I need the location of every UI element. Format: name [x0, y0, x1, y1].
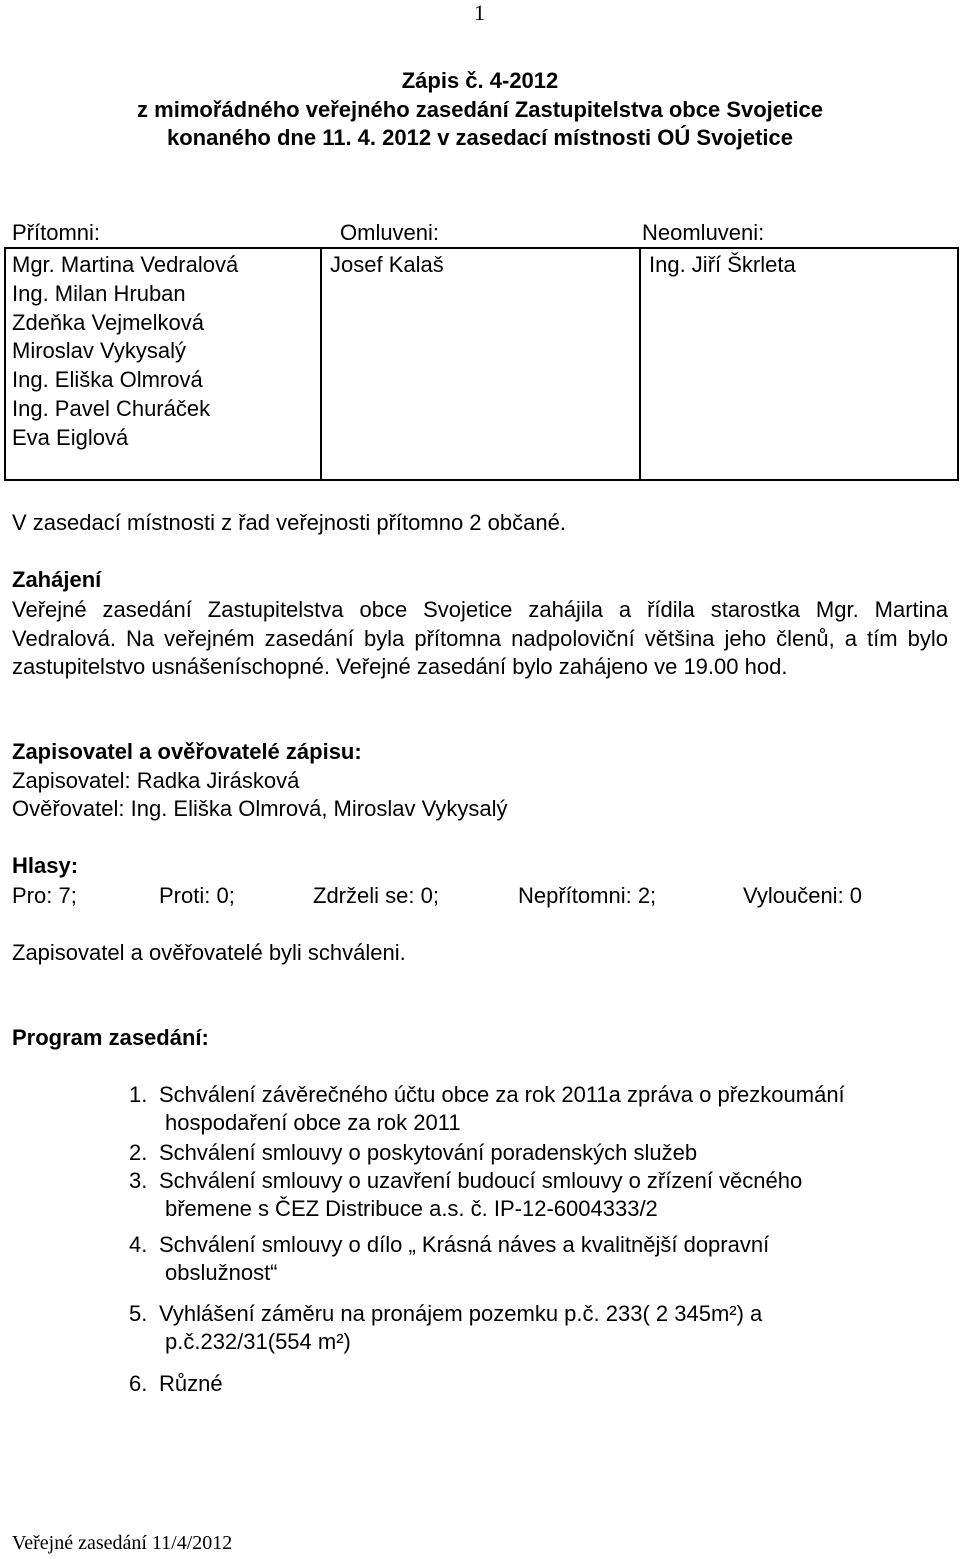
unexcused-cell — [640, 248, 958, 480]
attendance-table — [4, 247, 959, 481]
present-label: Přítomni: — [12, 220, 101, 245]
excused-member: Josef Kalaš — [330, 252, 444, 277]
recorder-line: Zapisovatel: Radka Jirásková — [12, 768, 300, 793]
footer-text: Veřejné zasedání 11/4/2012 — [12, 1532, 233, 1554]
excused-cell — [321, 248, 640, 480]
excused-label: Omluveni: — [340, 220, 440, 245]
program-item-text: Vyhlášení záměru na pronájem pozemku p.č. 233( 2 345m²) a — [159, 1301, 763, 1326]
document-title: Zápis č. 4-2012 — [401, 68, 559, 93]
votes-heading: Hlasy: — [12, 853, 79, 878]
present-member: Ing. Eliška Olmrová — [12, 367, 203, 393]
program-heading: Program zasedání: — [12, 1025, 209, 1050]
program-item-text: Schválení smlouvy o dílo „ Krásná náves a kvalitnější dopravní — [159, 1232, 770, 1257]
present-member: Ing. Milan Hruban — [12, 280, 186, 306]
program-item-number: 6. — [129, 1371, 148, 1396]
verifiers-line: Ověřovatel: Ing. Eliška Olmrová, Miroslav Vykysalý — [12, 796, 508, 821]
vote-abstained: Zdrželi se: 0; — [313, 883, 439, 908]
vote-absent: Nepřítomni: 2; — [518, 883, 657, 908]
document-subtitle: z mimořádného veřejného zasedání Zastupitelstva obce Svojetice — [137, 97, 823, 122]
program-item-number: 5. — [129, 1301, 148, 1326]
present-member: Miroslav Vykysalý — [12, 338, 186, 364]
program-item-text: obslužnost“ — [165, 1260, 278, 1285]
program-item-text: Schválení smlouvy o uzavření budoucí smlouvy o zřízení věcného — [159, 1168, 803, 1193]
program-item-number: 3. — [129, 1168, 148, 1193]
present-cell — [5, 248, 321, 480]
present-member: Ing. Pavel Churáček — [12, 395, 211, 421]
unexcused-member: Ing. Jiří Škrleta — [649, 252, 796, 277]
program-item-text: břemene s ČEZ Distribuce a.s. č. IP-12-6004333/2 — [165, 1196, 658, 1221]
program-item-number: 1. — [129, 1082, 148, 1107]
vote-against: Proti: 0; — [159, 883, 235, 908]
public-note: V zasedací místnosti z řad veřejnosti přítomno 2 občané. — [12, 510, 566, 535]
present-member: Zdeňka Vejmelková — [12, 309, 204, 335]
meeting-date-place: konaného dne 11. 4. 2012 v zasedací místnosti OÚ Svojetice — [166, 125, 794, 150]
vote-pro: Pro: 7; — [12, 883, 77, 908]
program-item-text: p.č.232/31(554 m²) — [165, 1329, 351, 1354]
program-item-text: hospodaření obce za rok 2011 — [165, 1110, 461, 1135]
unexcused-label: Neomluveni: — [642, 220, 765, 245]
vote-excluded: Vyloučeni: 0 — [743, 883, 863, 908]
opening-heading: Zahájení — [12, 567, 102, 592]
program-item-number: 4. — [129, 1232, 148, 1257]
present-member: Eva Eiglová — [12, 424, 129, 450]
recorders-heading: Zapisovatel a ověřovatelé zápisu: — [12, 739, 362, 764]
program-item-text: Různé — [159, 1371, 223, 1396]
program-item-text: Schválení smlouvy o poskytování poradenských služeb — [159, 1140, 698, 1165]
program-item-text: Schválení závěrečného účtu obce za rok 2011a zpráva o přezkoumání — [159, 1082, 845, 1107]
page-number: 1 — [474, 0, 485, 25]
vote-result: Zapisovatel a ověřovatelé byli schváleni. — [12, 940, 406, 965]
program-item-number: 2. — [129, 1140, 148, 1165]
present-member: Mgr. Martina Vedralová — [12, 252, 239, 277]
opening-text: Veřejné zasedání Zastupitelstva obce Svojetice zahájila a řídila starostka Mgr. Martina Vedralová. Na veřejném zasedání byla přítomna nadpoloviční většina jeho členů, a tím bylo zastupitelstvo usnášeníschopné. Veřejné zasedání bylo zahájeno ve 19.00 hod. — [12, 597, 948, 679]
